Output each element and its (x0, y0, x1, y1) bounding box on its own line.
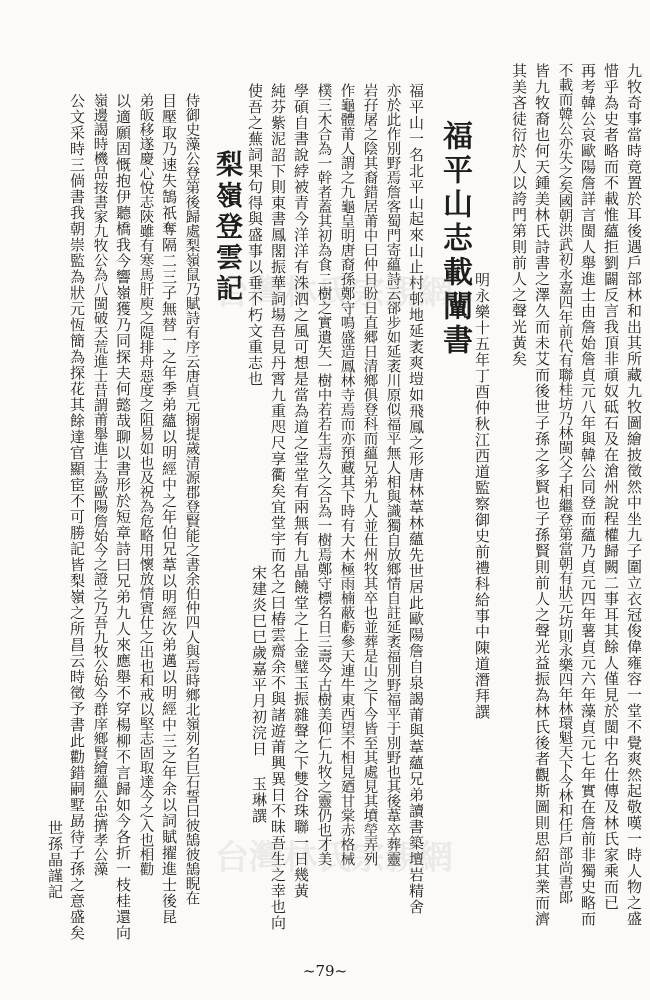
text-column: 侍御史藻公登第後歸處梨嶺鼠乃賦詩有序云唐貞元搦提歲清源郡登賢能之書余伯仲四人與焉時鄉北嶺列名巨石誓曰彼鵠彼鵠睨在 (183, 93, 200, 905)
text-column: 九牧奇事當時竟置於耳後遇戶部林和出其所藏九牧圖繪披徵然中坐九子圍立衣冠俊偉雍容一堂不覺爽然起敬嘆一時人物之盛 (625, 63, 643, 927)
text-column: 純芬紫泥詔下則東書鳳閣振華詞場吾見丹霄九重咫尺享衢矣宜堂宇而名之曰椿雲齋余不與諸遊莆興異日不昧吾生之幸也向 (269, 83, 287, 931)
section-title: 梨嶺登雲記 (211, 150, 242, 305)
watermark: 台灣林氏宗親網 (215, 838, 453, 878)
text-column: 弟皈移遂慶心悅志陝雖有寒馬肝庾之隄排舟惡度之阻易如也及祝為危略用懷放情賓仕之出也和戒以堅志固取達今之入也相勸 (137, 93, 154, 876)
text-column: 樸三木合為一幹者蓋其初為食二樹之實遺矢一樹中若若生焉久之合為一樹焉鄭守標名日三壽今古樹美仰仁九牧之靈仍也才美 (315, 83, 332, 866)
text-column: 不載而韓公亦失之矣國朝洪武初永嘉四年前代有聯桂坊乃林閩父子相繼登第當朝有狀元坊則永樂四年林環魁天下今林和任戶部尚書郎 (556, 63, 573, 904)
text-column: 使吾之蕪詞果句得與盛事以垂不朽文重志也 (246, 83, 264, 387)
text-column: 公文采時三倘書我朝崇監為狀元恆簡為探花其餘達官顯宦不可勝記皆梨嶺之所昌云時徵予書此勸錯嗣墅勗待子孫之意盛矣 (68, 93, 86, 941)
watermark: 台灣林氏宗親網 (215, 273, 453, 313)
text-column: 亦於此作別野焉詹客蜀門寄蘊詩云郤步如延袤川原似福平無人相與識獨自放鄉情自註延袤福別野福平于別野也其後葦卒葬靈 (384, 83, 401, 866)
text-column: 以適願固慨抱伊聽橋我今響嶺獲乃同探夫何懿哉聊以書形於短章詩曰兄弟九人來應舉不穿楊柳不言歸如今各折一枝桂還向 (114, 93, 132, 941)
text-column: 再考韓公哀歐陽詹詳言閩人舉進士由詹始詹貞元八年與韓公同登而蘊乃貞元四年薯貞元六年藻貞元七年實在詹前非獨史略而 (579, 63, 597, 927)
text-column: 皆九牧裔也何天鍾美林氏詩書之澤久而未艾而後世子孫之多賢也子孫賢則前人之聲光益振為林氏後者觀斯圖則思紹其業而濟 (533, 63, 551, 927)
signature: 世孫晶謹記 (46, 820, 64, 900)
section-title: 福平山志載闡書 (437, 120, 472, 358)
signature: 宋建炎巳巳歲嘉平月初浣日 玉琳譔 (250, 565, 268, 824)
text-column: 嶺邊謁時機品按書家九牧公為八閩破天荒進士昔謂莆舉進士為歐陽詹始今之證之乃吾九牧公始今群庠鄉賢繪蘊公忠擠孝公藻 (91, 93, 108, 876)
text-column: 學碩自書說綍被青今洋洋有洙泗之風可想是當為道之堂堂有兩無有九晶饒堂之上金璧玉振雜聲之下雙谷珠聯一日幾黃 (292, 83, 310, 899)
text-column: 其美吝徒衍於人以誇門第則前人之聲光黃矣 (510, 63, 528, 367)
page-number: ~79~ (302, 962, 348, 980)
text-column: 福平山一名北平山起來山止村邨地延袤爽塏如飛鳳之形唐林葦林蘊先世居此歐陽詹自泉謁莆與葦蘊兄弟讀書築壇岩精舍 (407, 83, 425, 915)
text-column: 目壓取乃速失鵠祇奪隔二三子無替一之年季弟蘊以明經中之年伯兄葦以明經次弟邁以明經中三之年余以詞賦擢進士後昆 (160, 93, 178, 925)
signature: 明永樂十五年丁酉仲秋江西道監察御史前禮科給事中陳道潛拜譔 (473, 272, 491, 720)
text-column: 惜乎為史者略而不載惟蘊拒劉闢反言我頂非頑奴砥石及在滄州說程權歸闕二事耳其餘人僅見於閩中名仕傳及林氏家乘而已 (602, 63, 620, 911)
text-column: 岩孖屠之陰其裔錯居莆中曰仲日盼日直郷日清鄉俱登科而蘊兄弟九人並仕州牧其卒也並葬是山之下今皆至其處見其墳塋弄列 (361, 83, 378, 866)
text-column: 作龜體莆人謂之九龜皇明唐裔孫鄭守鳴盛造鳳林寺焉而亦預藏其下時有大木極雨楠蔽虧參天連牛東西望不相見廼甘棠赤格械 (338, 83, 355, 866)
